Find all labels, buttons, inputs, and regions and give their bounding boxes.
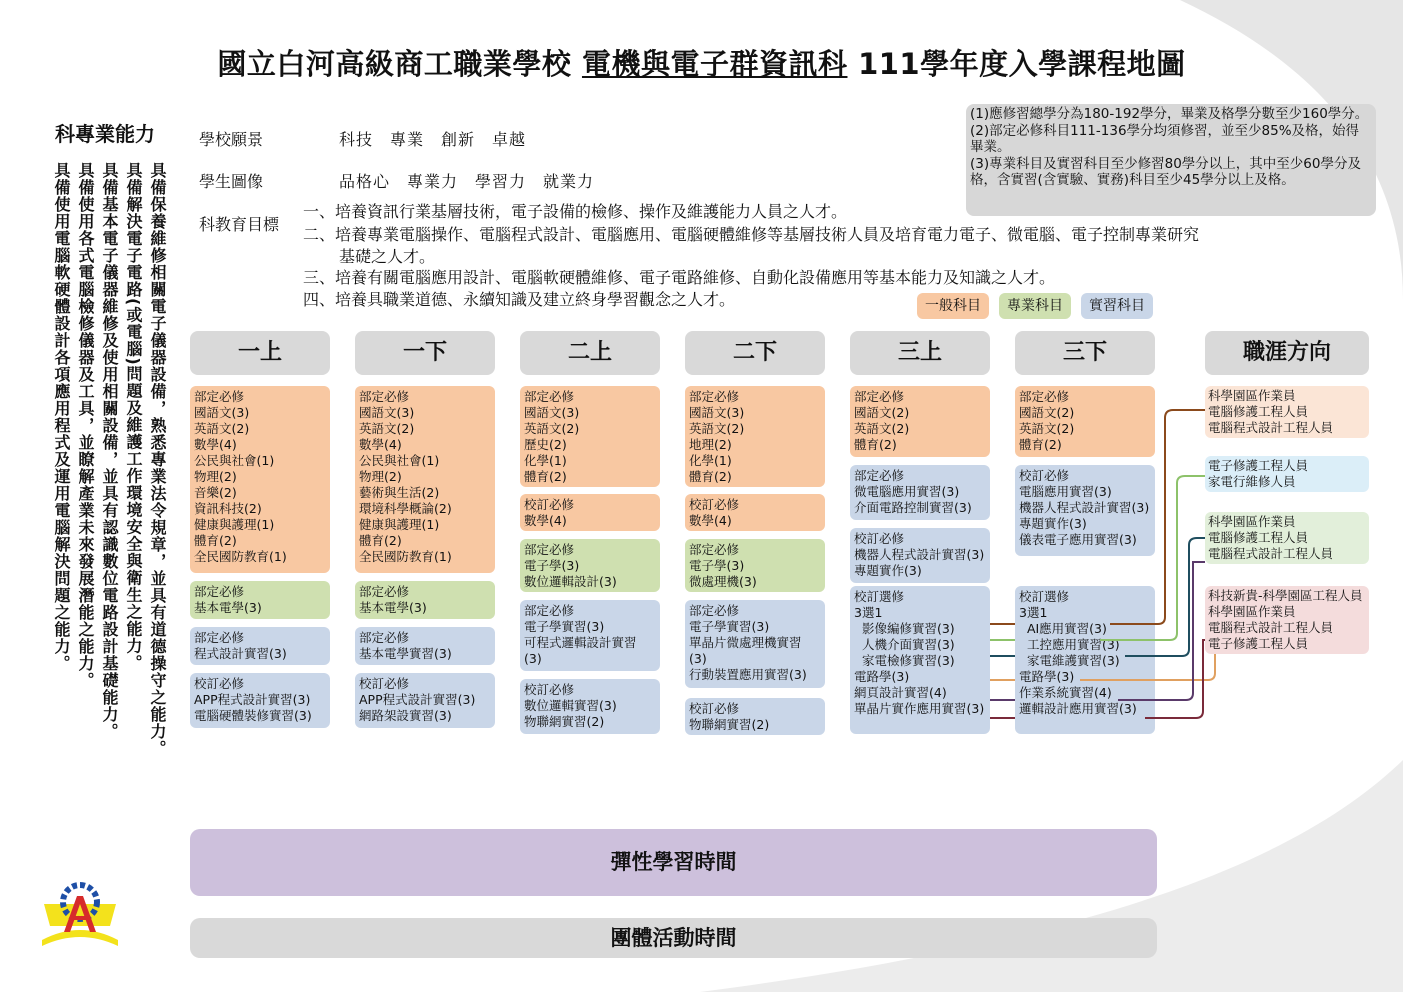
course-box: 部定必修 程式設計實習(3) — [190, 627, 330, 665]
course-box: 部定必修 電子學實習(3) 單晶片微處理機實習 (3) 行動裝置應用實習(3) — [685, 600, 825, 688]
semester-header: 一下 — [355, 331, 495, 375]
goals-label: 科教育目標 — [199, 215, 280, 234]
course-box: 校訂必修 數學(4) — [685, 494, 825, 531]
semester-header: 二下 — [685, 331, 825, 375]
course-box: 部定必修 基本電學(3) — [355, 581, 495, 619]
legend-professional: 專業科目 — [999, 293, 1071, 319]
flexible-learning-time: 彈性學習時間 — [190, 829, 1157, 896]
course-box: 部定必修 電子學實習(3) 可程式邏輯設計實習 (3) — [520, 600, 660, 671]
capability-item: 具備使用各式電腦檢修儀器及工具，並瞭解產業未來發展潛能之能力。 — [76, 162, 95, 689]
career-box: 科技新貴-科學園區工程人員 科學園區作業員 電腦程式設計工程人員 電子修護工程人員 — [1205, 586, 1369, 654]
goal-item: 三、培養有關電腦應用設計、電腦軟硬體維修、電子電路維修、自動化設備應用等基本能力及知識之人才。 — [303, 268, 1056, 287]
semester-header: 一上 — [190, 331, 330, 375]
goal-item: 二、培養專業電腦操作、電腦程式設計、電腦應用、電腦硬體維修等基層技術人員及培育電力電子、微電腦、電子控制專業研究 — [303, 225, 1200, 244]
school-logo — [40, 876, 120, 948]
course-box: 部定必修 國語文(3) 英語文(2) 地理(2) 化學(1) 體育(2) — [685, 386, 825, 487]
capabilities-heading: 科專業能力 — [55, 122, 155, 146]
note-item: (2)部定必修科目111-136學分均須修習，並至少85%及格，始得畢業。 — [970, 122, 1360, 155]
course-box: 校訂選修 3選1 AI應用實習(3) 工控應用實習(3) 家電維護實習(3) 電路學(3) 作業系統實習(4) 邏輯設計應用實習(3) — [1015, 586, 1155, 734]
semester-header: 三上 — [850, 331, 990, 375]
portrait-value: 品格心 專業力 學習力 就業力 — [339, 172, 595, 191]
goal-item: 四、培養具職業道德、永續知識及建立終身學習觀念之人才。 — [303, 290, 736, 309]
course-box: 部定必修 國語文(2) 英語文(2) 體育(2) — [850, 386, 990, 457]
course-box: 校訂必修 APP程式設計實習(3) 電腦硬體裝修實習(3) — [190, 673, 330, 728]
legend-practice: 實習科目 — [1081, 293, 1153, 319]
semester-header: 二上 — [520, 331, 660, 375]
group-activity-time: 團體活動時間 — [190, 918, 1157, 958]
capability-item: 具備保養維修相關電子儀器設備，熟悉專業法令規章，並具有道德操守之能力。 — [148, 162, 167, 757]
note-item: (3)專業科目及實習科目至少修習80學分以上，其中至少60學分及格，含實習(含實驗、實務)科目至少45學分以上及格。 — [970, 155, 1361, 188]
graduation-notes — [966, 104, 1376, 216]
capability-item: 具備基本電子儀器維修及使用相關設備，並具有認識數位電路設計基礎能力。 — [100, 162, 119, 740]
course-box: 校訂必修 數位邏輯實習(3) 物聯網實習(2) — [520, 679, 660, 734]
semester-header: 三下 — [1015, 331, 1155, 375]
portrait-label: 學生圖像 — [199, 172, 264, 191]
course-box: 部定必修 國語文(3) 英語文(2) 數學(4) 公民與社會(1) 物理(2) 藝術與生活(2) 環境科學概論(2) 健康與護理(1) 體育(2) 全民國防教育(1) — [355, 386, 495, 573]
course-box: 部定必修 國語文(3) 英語文(2) 歷史(2) 化學(1) 體育(2) — [520, 386, 660, 487]
course-box: 部定必修 微電腦應用實習(3) 介面電路控制實習(3) — [850, 465, 990, 520]
career-box: 電子修護工程人員 家電行維修人員 — [1205, 456, 1369, 492]
course-box: 部定必修 基本電學實習(3) — [355, 627, 495, 665]
career-box: 科學園區作業員 電腦修護工程人員 電腦程式設計工程人員 — [1205, 512, 1369, 564]
vision-label: 學校願景 — [199, 130, 264, 149]
career-box: 科學園區作業員 電腦修護工程人員 電腦程式設計工程人員 — [1205, 386, 1369, 438]
career-header: 職涯方向 — [1205, 331, 1369, 375]
capability-item: 具備解決電子電路(或電腦)問題及維護工作環境安全與衛生之能力。 — [124, 162, 143, 672]
course-box: 部定必修 國語文(3) 英語文(2) 數學(4) 公民與社會(1) 物理(2) 音樂(2) 資訊科技(2) 健康與護理(1) 體育(2) 全民國防教育(1) — [190, 386, 330, 573]
course-box: 部定必修 電子學(3) 數位邏輯設計(3) — [520, 539, 660, 592]
legend-general: 一般科目 — [917, 293, 989, 319]
vision-value: 科技 專業 創新 卓越 — [339, 130, 527, 149]
course-box: 部定必修 基本電學(3) — [190, 581, 330, 619]
course-box: 校訂必修 APP程式設計實習(3) 網路架設實習(3) — [355, 673, 495, 728]
course-box: 校訂必修 電腦應用實習(3) 機器人程式設計實習(3) 專題實作(3) 儀表電子應用實習(3) — [1015, 465, 1155, 556]
capability-item: 具備使用電腦軟硬體設計各項應用程式及運用電腦解決問題之能力。 — [52, 162, 71, 672]
course-box: 部定必修 國語文(2) 英語文(2) 體育(2) — [1015, 386, 1155, 457]
course-box: 校訂選修 3選1 影像編修實習(3) 人機介面實習(3) 家電檢修實習(3) 電路學(3) 網頁設計實習(4) 單晶片實作應用實習(3) — [850, 586, 990, 734]
course-box: 校訂必修 數學(4) — [520, 494, 660, 531]
course-box: 部定必修 電子學(3) 微處理機(3) — [685, 539, 825, 592]
page-title: 國立白河高級商工職業學校 電機與電子群資訊科 111學年度入學課程地圖 — [217, 47, 1186, 81]
goal-item: 一、培養資訊行業基層技術，電子設備的檢修、操作及維護能力人員之人才。 — [303, 202, 848, 221]
note-item: (1)應修習總學分為180-192學分，畢業及格學分數至少160學分。 — [970, 106, 1369, 122]
course-box: 校訂必修 機器人程式設計實習(3) 專題實作(3) — [850, 528, 990, 583]
course-box: 校訂必修 物聯網實習(2) — [685, 698, 825, 735]
goal-item: 基礎之人才。 — [339, 247, 436, 266]
